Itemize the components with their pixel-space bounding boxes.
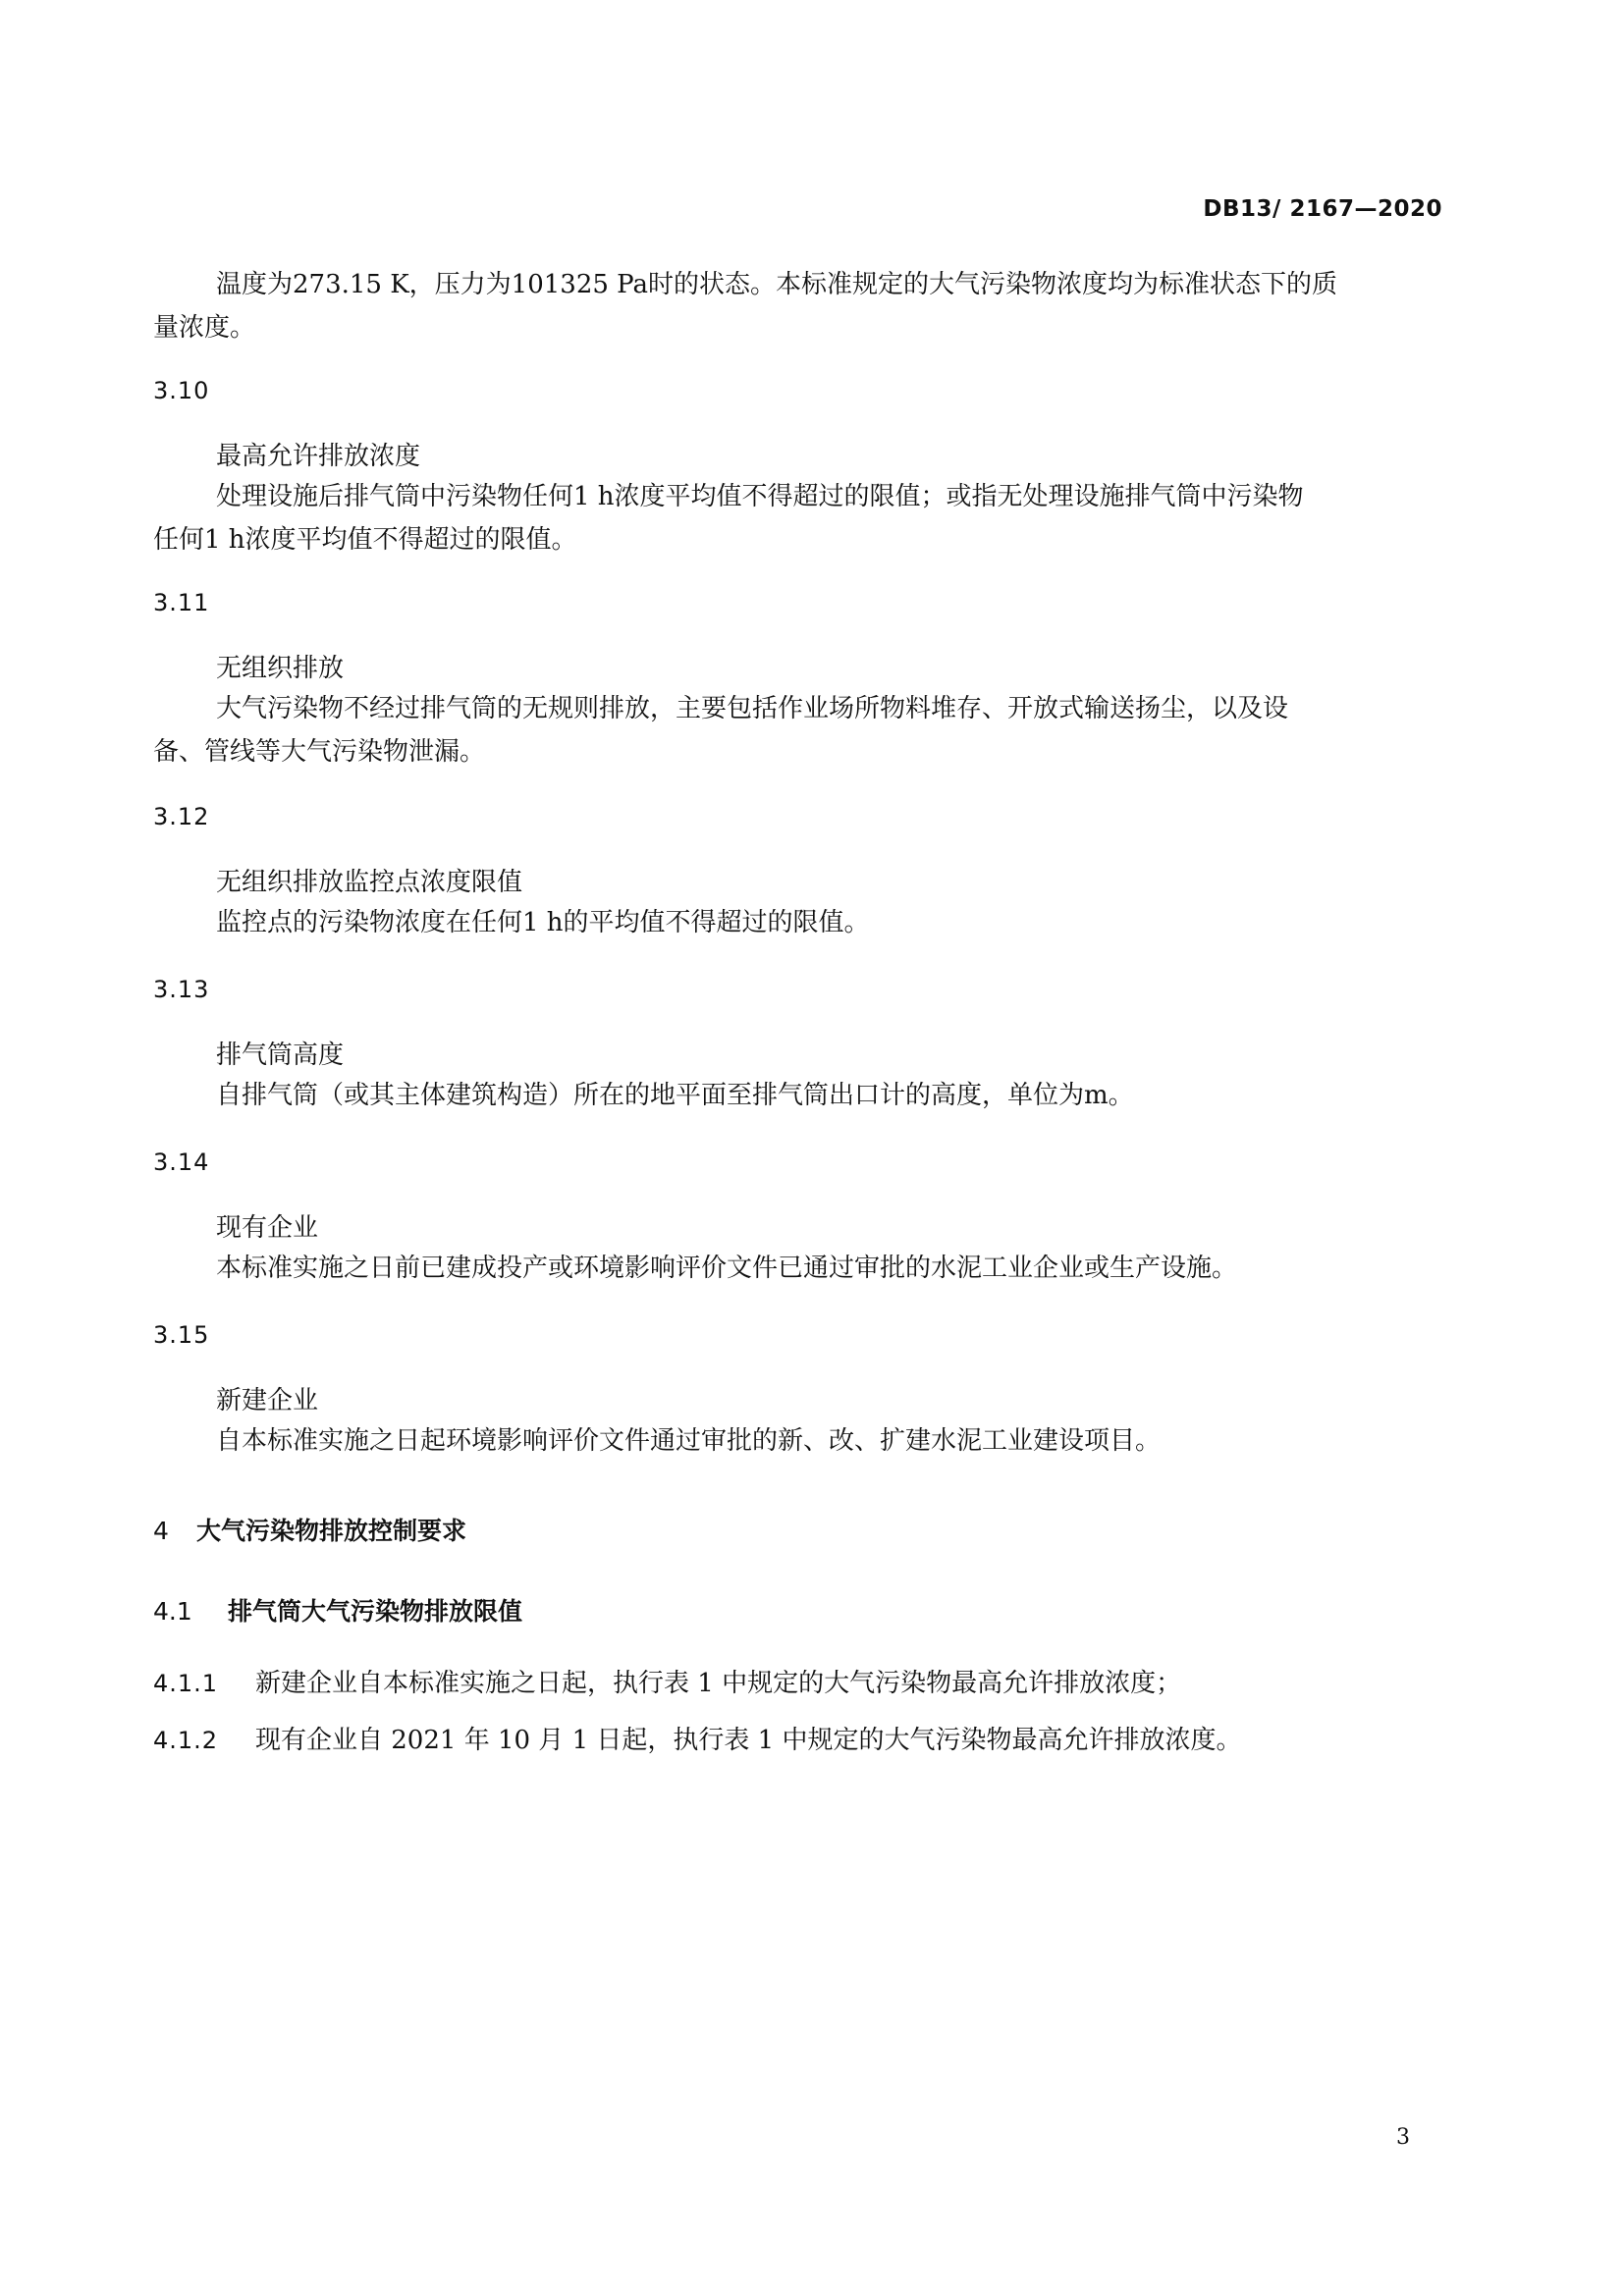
definition-line: 本标准实施之日前已建成投产或环境影响评价文件已通过审批的水泥工业企业或生产设施。 — [216, 1254, 1238, 1283]
intro-line-1: 温度为273.15 K，压力为101325 Pa时的状态。本标准规定的大气污染物浓度均为标准状态下的质 — [216, 270, 1338, 299]
clause-definition-3-11 — [153, 687, 1442, 774]
section-number: 4.1 — [153, 1597, 192, 1626]
intro-line-2: 量浓度。 — [153, 313, 256, 343]
clause-number-3-12: 3.12 — [153, 803, 210, 830]
term-title-3-13: 排气筒高度 — [216, 1041, 345, 1070]
term-title-3-10: 最高允许排放浓度 — [216, 442, 421, 471]
definition-line: 任何1 h浓度平均值不得超过的限值。 — [153, 525, 577, 555]
item-number: 4.1.2 — [153, 1727, 219, 1754]
definition-line: 备、管线等大气污染物泄漏。 — [153, 737, 486, 767]
term-title-3-15: 新建企业 — [216, 1386, 319, 1415]
clause-number-3-15: 3.15 — [153, 1321, 210, 1349]
definition-line: 大气污染物不经过排气筒的无规则排放，主要包括作业场所物料堆存、开放式输送扬尘，以及设 — [216, 694, 1289, 723]
clause-definition-3-10 — [153, 475, 1442, 561]
definition-line: 处理设施后排气筒中污染物任何1 h浓度平均值不得超过的限值；或指无处理设施排气筒中污染物 — [216, 482, 1304, 511]
definition-line: 监控点的污染物浓度在任何1 h的平均值不得超过的限值。 — [216, 908, 870, 937]
clause-number-3-10: 3.10 — [153, 377, 210, 404]
section-heading-4 — [153, 1512, 466, 1547]
section-heading-4-1 — [153, 1592, 522, 1628]
item-text: 新建企业自本标准实施之日起，执行表 1 中规定的大气污染物最高允许排放浓度； — [255, 1669, 1182, 1698]
term-title-3-11: 无组织排放 — [216, 654, 345, 683]
item-number: 4.1.1 — [153, 1670, 219, 1697]
clause-number-3-13: 3.13 — [153, 976, 210, 1003]
section-title: 排气筒大气污染物排放限值 — [228, 1597, 523, 1626]
term-title-3-14: 现有企业 — [216, 1213, 319, 1243]
term-title-3-12: 无组织排放监控点浓度限值 — [216, 868, 523, 897]
page-number: 3 — [1396, 2125, 1410, 2150]
clause-number-3-11: 3.11 — [153, 589, 210, 616]
document-id-header: DB13/ 2167—2020 — [1203, 196, 1442, 222]
section-number: 4 — [153, 1517, 169, 1545]
clause-definition-3-14 — [153, 1247, 1442, 1290]
clause-definition-3-12 — [153, 901, 1442, 944]
item-4-1-1 — [153, 1663, 1181, 1699]
item-text: 现有企业自 2021 年 10 月 1 日起，执行表 1 中规定的大气污染物最高允许排放浓度。 — [255, 1726, 1242, 1755]
intro-paragraph — [153, 263, 1442, 349]
clause-number-3-14: 3.14 — [153, 1148, 210, 1176]
section-title: 大气污染物排放控制要求 — [196, 1517, 467, 1545]
definition-line: 自排气筒（或其主体建筑构造）所在的地平面至排气筒出口计的高度，单位为m。 — [216, 1081, 1134, 1110]
clause-definition-3-15 — [153, 1419, 1442, 1463]
item-4-1-2 — [153, 1720, 1241, 1756]
clause-definition-3-13 — [153, 1074, 1442, 1117]
definition-line: 自本标准实施之日起环境影响评价文件通过审批的新、改、扩建水泥工业建设项目。 — [216, 1426, 1162, 1456]
